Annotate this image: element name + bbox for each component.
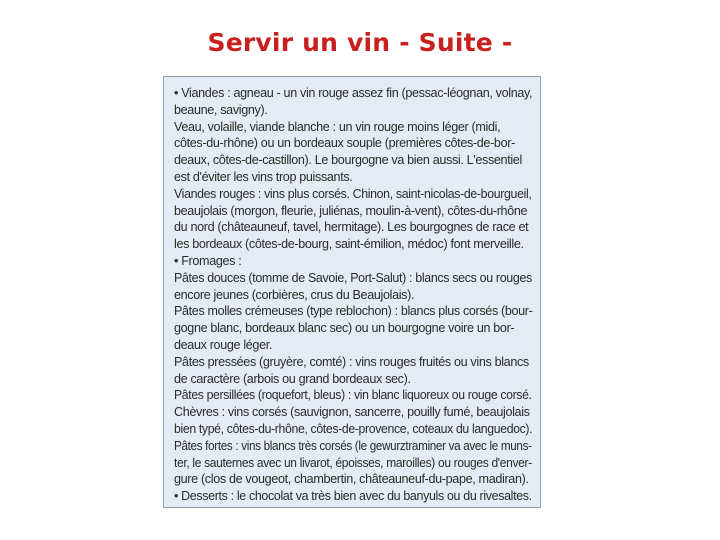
text-line: côtes-du-rhône) ou un bordeaux souple (premières côtes-de-bor-	[174, 136, 515, 151]
text-line: Pâtes persillées (roquefort, bleus) : vin blanc liquoreux ou rouge corsé.	[174, 388, 532, 403]
text-lines	[174, 85, 532, 505]
text-line: • Viandes : agneau - un vin rouge assez fin (pessac-léognan, volnay,	[174, 86, 533, 100]
text-line: deaux, côtes-de-castillon). Le bourgogne va bien aussi. L'essentiel	[174, 153, 522, 168]
text-line: beaune, savigny).	[174, 102, 268, 117]
text-line: encore jeunes (corbières, crus du Beaujolais).	[174, 287, 415, 302]
text-line: • Fromages :	[174, 253, 242, 268]
slide-title: Servir un vin - Suite -	[207, 28, 513, 57]
text-line: beaujolais (morgon, fleurie, juliénas, moulin-à-vent), côtes-du-rhône	[174, 203, 528, 218]
text-line: Pâtes pressées (gruyère, comté) : vins rouges fruités ou vins blancs	[174, 354, 529, 369]
text-line: Pâtes douces (tomme de Savoie, Port-Salut) : blancs secs ou rouges	[174, 270, 532, 285]
text-line: du nord (châteauneuf, tavel, hermitage). Les bourgognes de race et	[174, 220, 529, 235]
text-line: Pâtes fortes : vins blancs très corsés (le gewurztraminer va avec le muns-	[174, 438, 532, 453]
text-line: Viandes rouges : vins plus corsés. Chinon, saint-nicolas-de-bourgueil,	[174, 186, 532, 201]
text-line: de caractère (arbois ou grand bordeaux sec).	[174, 371, 411, 386]
text-line: gogne blanc, bordeaux blanc sec) ou un bourgogne voire un bor-	[174, 321, 515, 336]
text-line: les bordeaux (côtes-de-bourg, saint-émilion, médoc) font merveille.	[174, 237, 524, 252]
text-line: • Desserts : le chocolat va très bien avec du banyuls ou du rivesaltes.	[174, 489, 532, 504]
text-line: bien typé, côtes-du-rhône, côtes-de-provence, coteaux du languedoc).	[174, 421, 533, 436]
text-line: ter, le sauternes avec un livarot, époisses, maroilles) ou rouges d'enver-	[174, 455, 532, 470]
text-line: Chèvres : vins corsés (sauvignon, sancerre, pouilly fumé, beaujolais	[174, 405, 530, 420]
text-line: Pâtes molles crémeuses (type reblochon) : blancs plus corsés (bour-	[174, 304, 533, 319]
text-line: est d'éviter les vins trop puissants.	[174, 169, 353, 184]
text-line: gure (clos de vougeot, chambertin, châteauneuf-du-pape, madiran).	[174, 472, 529, 487]
scanned-text-box	[163, 76, 541, 508]
text-line: Veau, volaille, viande blanche : un vin rouge moins léger (midi,	[174, 119, 501, 134]
text-line: deaux rouge léger.	[174, 337, 273, 352]
